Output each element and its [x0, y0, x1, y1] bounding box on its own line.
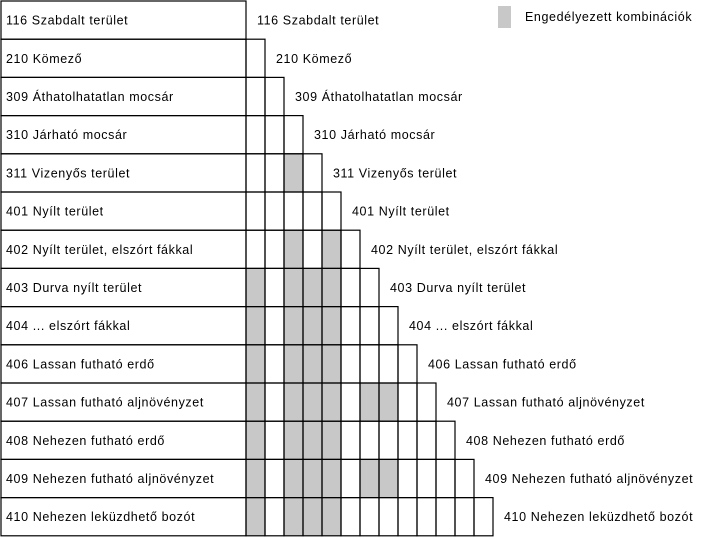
matrix-cell: [455, 459, 474, 497]
allowed-cell: [284, 421, 303, 459]
matrix-cell: [265, 77, 284, 115]
row-label: 404 ... elszórt fákkal: [6, 319, 131, 334]
matrix-cell: [246, 230, 265, 268]
matrix-cell: [303, 154, 322, 192]
row-label: 309 Áthatolhatatlan mocsár: [6, 90, 174, 104]
row-label: 310 Járható mocsár: [6, 128, 128, 143]
row-label: 408 Nehezen futható erdő: [6, 433, 165, 448]
allowed-cell: [360, 459, 379, 497]
matrix-cell: [265, 421, 284, 459]
allowed-cell: [284, 459, 303, 497]
matrix-cell: [265, 154, 284, 192]
allowed-cell: [322, 498, 341, 536]
matrix-cell: [341, 459, 360, 497]
row-label: 407 Lassan futható aljnövényzet: [6, 395, 204, 410]
matrix-cell: [379, 345, 398, 383]
allowed-cell: [303, 459, 322, 497]
matrix-cell: [322, 192, 341, 230]
matrix-cell: [398, 459, 417, 497]
allowed-cell: [246, 498, 265, 536]
matrix-cell: [246, 39, 265, 77]
allowed-cell: [360, 383, 379, 421]
allowed-cell: [284, 230, 303, 268]
matrix-cell: [265, 192, 284, 230]
allowed-cell: [284, 498, 303, 536]
row-label: 401 Nyílt terület: [6, 204, 104, 219]
matrix-cell: [265, 459, 284, 497]
matrix-cell: [436, 459, 455, 497]
matrix-cell: [341, 268, 360, 306]
matrix-cell: [474, 498, 493, 536]
matrix-cell: [284, 116, 303, 154]
allowed-cell: [322, 307, 341, 345]
matrix-cell: [265, 268, 284, 306]
allowed-cell: [246, 459, 265, 497]
matrix-cell: [246, 154, 265, 192]
matrix-cell: [398, 498, 417, 536]
matrix-cell: [436, 498, 455, 536]
allowed-cell: [322, 459, 341, 497]
matrix-cell: [379, 421, 398, 459]
column-label: 407 Lassan futható aljnövényzet: [447, 395, 645, 410]
allowed-cell: [322, 421, 341, 459]
matrix-cell: [341, 307, 360, 345]
column-label: 401 Nyílt terület: [352, 204, 450, 219]
matrix-cell: [360, 307, 379, 345]
matrix-cell: [246, 77, 265, 115]
allowed-cell: [322, 345, 341, 383]
allowed-cell: [246, 421, 265, 459]
legend-label: Engedélyezett kombinációk: [525, 10, 693, 24]
matrix-cell: [246, 192, 265, 230]
matrix-cell: [246, 116, 265, 154]
column-label: 210 Kömező: [276, 51, 353, 66]
allowed-cell: [246, 268, 265, 306]
row-label: 406 Lassan futható erdő: [6, 357, 155, 372]
allowed-cell: [284, 154, 303, 192]
column-label: 310 Járható mocsár: [314, 128, 436, 143]
row-label: 409 Nehezen futható aljnövényzet: [6, 472, 215, 486]
matrix-cell: [265, 383, 284, 421]
column-label: 116 Szabdalt terület: [257, 13, 380, 28]
row-label: 116 Szabdalt terület: [6, 13, 129, 28]
matrix-cell: [341, 345, 360, 383]
matrix-cell: [436, 421, 455, 459]
column-label: 406 Lassan futható erdő: [428, 357, 577, 372]
matrix-cell: [360, 345, 379, 383]
matrix-cell: [455, 498, 474, 536]
matrix-cell: [360, 268, 379, 306]
matrix-cell: [303, 192, 322, 230]
matrix-cell: [417, 383, 436, 421]
allowed-cell: [284, 268, 303, 306]
matrix-cell: [303, 230, 322, 268]
matrix-cell: [341, 421, 360, 459]
row-label: 410 Nehezen leküzdhető bozót: [6, 510, 196, 525]
matrix-cell: [360, 421, 379, 459]
allowed-cell: [322, 383, 341, 421]
allowed-cell: [303, 345, 322, 383]
matrix-cell: [341, 230, 360, 268]
column-label: 410 Nehezen leküzdhető bozót: [504, 510, 694, 525]
matrix-cell: [379, 498, 398, 536]
column-label: 408 Nehezen futható erdő: [466, 433, 625, 448]
allowed-cell: [303, 383, 322, 421]
matrix-cell: [398, 383, 417, 421]
allowed-cell: [246, 383, 265, 421]
allowed-cell: [322, 268, 341, 306]
matrix-cell: [341, 498, 360, 536]
allowed-cell: [246, 307, 265, 345]
matrix-cell: [265, 498, 284, 536]
matrix-cell: [265, 345, 284, 383]
row-label: 311 Vizenyős terület: [6, 166, 131, 181]
allowed-cell: [303, 268, 322, 306]
matrix-cell: [398, 345, 417, 383]
matrix-cell: [379, 307, 398, 345]
row-label: 402 Nyílt terület, elszórt fákkal: [6, 242, 194, 257]
allowed-cell: [322, 230, 341, 268]
matrix-cell: [417, 421, 436, 459]
allowed-cell: [379, 459, 398, 497]
allowed-cell: [303, 498, 322, 536]
matrix-cell: [265, 307, 284, 345]
row-label: 210 Kömező: [6, 51, 83, 66]
matrix-cell: [265, 116, 284, 154]
matrix-cell: [265, 230, 284, 268]
column-label: 403 Durva nyílt terület: [390, 281, 527, 295]
allowed-cell: [246, 345, 265, 383]
allowed-cell: [284, 345, 303, 383]
column-label: 402 Nyílt terület, elszórt fákkal: [371, 242, 559, 257]
column-label: 409 Nehezen futható aljnövényzet: [485, 472, 694, 486]
matrix-cell: [284, 192, 303, 230]
column-label: 311 Vizenyős terület: [333, 166, 458, 181]
matrix-cell: [398, 421, 417, 459]
matrix-cell: [417, 498, 436, 536]
allowed-cell: [379, 383, 398, 421]
matrix-cell: [417, 459, 436, 497]
row-label: 403 Durva nyílt terület: [6, 281, 143, 295]
allowed-cell: [284, 383, 303, 421]
allowed-cell: [303, 421, 322, 459]
column-label: 309 Áthatolhatatlan mocsár: [295, 90, 463, 104]
column-label: 404 ... elszórt fákkal: [409, 319, 534, 334]
matrix-cell: [341, 383, 360, 421]
allowed-cell: [303, 307, 322, 345]
matrix-cell: [360, 498, 379, 536]
allowed-cell: [284, 307, 303, 345]
